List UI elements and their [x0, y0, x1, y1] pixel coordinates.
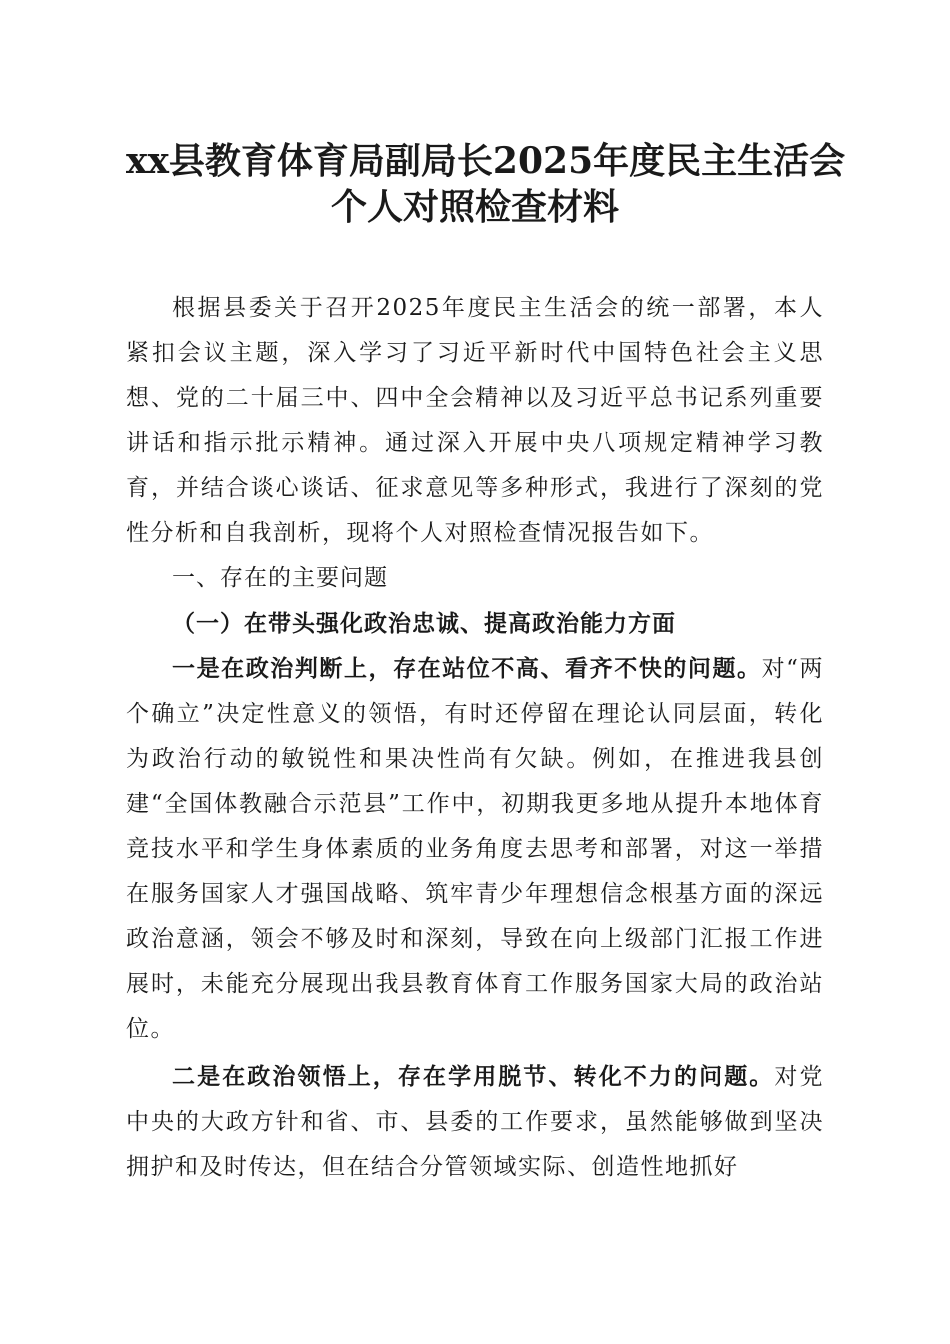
point-2-paragraph — [126, 1054, 824, 1190]
intro-paragraph: 根据县委关于召开2025年度民主生活会的统一部署，本人紧扣会议主题，深入学习了习近平新时代中国特色社会主义思想、党的二十届三中、四中全会精神以及习近平总书记系列重要讲话和指示批示精神。通过深入开展中央八项规定精神学习教育，并结合谈心谈话、征求意见等多种形式，我进行了深刻的党性分析和自我剖析，现将个人对照检查情况报告如下。 — [126, 295, 824, 546]
document-title — [126, 138, 846, 230]
subsection-heading-1: （一）在带头强化政治忠诚、提高政治能力方面 — [172, 610, 676, 637]
point-1-paragraph — [126, 646, 824, 1052]
point-2-body: 对党中央的大政方针和省、市、县委的工作要求，虽然能够做到坚决拥护和及时传达，但在结合分管领域实际、创造性地抓好 — [126, 1064, 825, 1180]
title-line-2: 个人对照检查材料 — [330, 186, 619, 228]
point-2-lead: 二是在政治领悟上，存在学用脱节、转化不力的问题。 — [172, 1063, 775, 1090]
point-1-lead: 一是在政治判断上，存在站位不高、看齐不快的问题。 — [172, 655, 762, 682]
point-1-body: 对“两个确立”决定性意义的领悟，有时还停留在理论认同层面，转化为政治行动的敏锐性和果决性尚有欠缺。例如，在推进我县创建“全国体教融合示范县”工作中，初期我更多地从提升本地体育竞技水平和学生身体素质的业务角度去思考和部署，对这一举措在服务国家人才强国战略、筑牢青少年理想信念根基方面的深远政治意涵，领会不够及时和深刻，导致在向上级部门汇报工作进展时，未能充分展现出我县教育体育工作服务国家大局的政治站位。 — [126, 656, 825, 1042]
section-heading-1: 一、存在的主要问题 — [172, 565, 388, 591]
document-body — [126, 286, 824, 1190]
title-line-1: xx县教育体育局副局长2025年度民主生活会 — [126, 140, 846, 182]
